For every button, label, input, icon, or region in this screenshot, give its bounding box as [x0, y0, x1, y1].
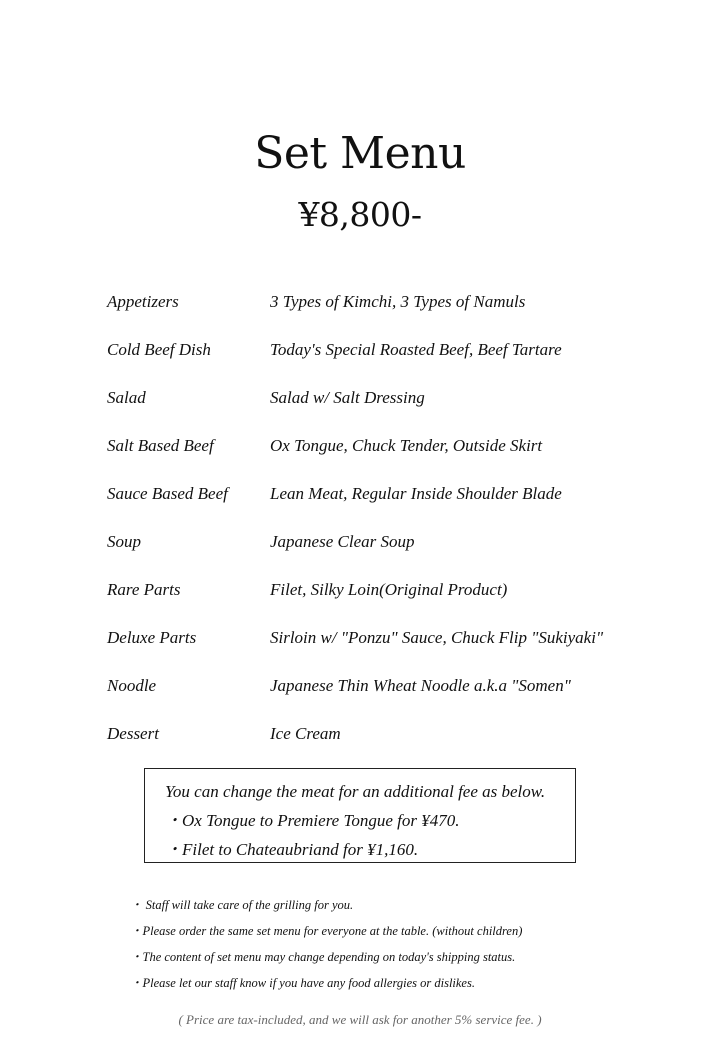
course-list	[107, 290, 667, 770]
course-items: Japanese Thin Wheat Noodle a.k.a "Somen"	[270, 676, 571, 695]
course-name: Appetizers	[107, 292, 179, 311]
course-row	[107, 434, 667, 482]
course-name: Soup	[107, 532, 141, 551]
course-row	[107, 674, 667, 722]
course-name: Sauce Based Beef	[107, 484, 228, 503]
course-row	[107, 386, 667, 434]
course-name: Salt Based Beef	[107, 436, 214, 455]
course-name: Dessert	[107, 724, 159, 743]
course-row	[107, 722, 667, 770]
course-row	[107, 338, 667, 386]
course-items: Ox Tongue, Chuck Tender, Outside Skirt	[270, 436, 543, 455]
menu-title: Set Menu	[254, 128, 466, 179]
notes-list	[130, 892, 522, 996]
tax-footnote: ( Price are tax-included, and we will ask for another 5% service fee. )	[178, 1012, 542, 1027]
course-items: Japanese Clear Soup	[270, 532, 415, 551]
course-name: Salad	[107, 388, 146, 407]
note-item: ・Please order the same set menu for everyone at the table. (without children)	[130, 924, 523, 938]
course-name: Noodle	[107, 676, 157, 695]
course-items: Today's Special Roasted Beef, Beef Tartare	[270, 340, 562, 359]
course-row	[107, 290, 667, 338]
course-items: 3 Types of Kimchi, 3 Types of Namuls	[270, 292, 526, 311]
note-item: ・The content of set menu may change depending on today's shipping status.	[130, 950, 516, 964]
course-items: Lean Meat, Regular Inside Shoulder Blade	[270, 484, 562, 503]
upgrade-option: ・Ox Tongue to Premiere Tongue for ¥470.	[165, 811, 460, 830]
course-row	[107, 530, 667, 578]
course-items: Ice Cream	[270, 724, 341, 743]
course-row	[107, 482, 667, 530]
course-name: Cold Beef Dish	[107, 340, 211, 359]
upgrade-option: ・Filet to Chateaubriand for ¥1,160.	[165, 840, 419, 859]
course-items: Salad w/ Salt Dressing	[270, 388, 425, 407]
course-items: Sirloin w/ "Ponzu" Sauce, Chuck Flip "Sukiyaki"	[270, 628, 604, 647]
upgrade-intro: You can change the meat for an additional fee as below.	[165, 782, 546, 801]
menu-price: ¥8,800-	[298, 195, 422, 234]
course-items: Filet, Silky Loin(Original Product)	[270, 580, 508, 599]
course-row	[107, 578, 667, 626]
course-name: Rare Parts	[107, 580, 181, 599]
course-row	[107, 626, 667, 674]
note-item: ・ Staff will take care of the grilling for you.	[130, 898, 354, 912]
upgrade-options-box	[144, 768, 576, 863]
course-name: Deluxe Parts	[107, 628, 197, 647]
note-item: ・Please let our staff know if you have any food allergies or dislikes.	[130, 976, 475, 990]
